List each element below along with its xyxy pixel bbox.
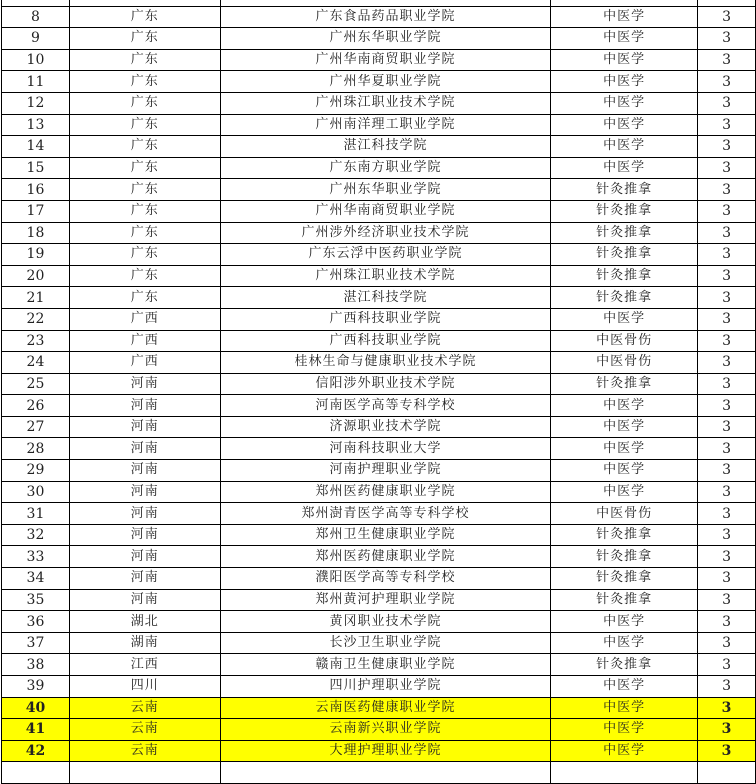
cell-province: 广东 (69, 157, 220, 179)
table-row (2, 676, 756, 698)
cell-major: 中医学 (551, 740, 698, 762)
cell-major: 中医骨伤 (551, 503, 698, 525)
cell-province: 河南 (69, 589, 220, 611)
cell-province: 广东 (69, 136, 220, 158)
cell-index: 16 (2, 179, 70, 201)
cell-school: 郑州澍青医学高等专科学校 (220, 503, 551, 525)
cell-major: 针灸推拿 (551, 373, 698, 395)
cell-index: 14 (2, 136, 70, 158)
cell-province: 广东 (69, 244, 220, 266)
cell-school: 四川护理职业学院 (220, 676, 551, 698)
cell-index: 36 (2, 611, 70, 633)
table-row (2, 460, 756, 482)
cell-years: 3 (698, 460, 756, 482)
cell-years: 3 (698, 28, 756, 50)
cell-years: 3 (698, 654, 756, 676)
cell-province: 河南 (69, 438, 220, 460)
table-row (2, 265, 756, 287)
cell-index: 21 (2, 287, 70, 309)
table-row (2, 395, 756, 417)
cell-years: 3 (698, 589, 756, 611)
table-row (2, 546, 756, 568)
cell-index: 23 (2, 330, 70, 352)
cell-index: 12 (2, 92, 70, 114)
cell-school: 广东食品药品职业学院 (220, 6, 551, 28)
cell-school: 桂林生命与健康职业技术学院 (220, 352, 551, 374)
table-row (2, 632, 756, 654)
cell-index: 38 (2, 654, 70, 676)
cell-province: 湖南 (69, 632, 220, 654)
school-table (1, 0, 756, 784)
cell-school: 信阳涉外职业技术学院 (220, 373, 551, 395)
cell-province: 广西 (69, 308, 220, 330)
cell-major: 中医学 (551, 136, 698, 158)
cell-major: 中医学 (551, 438, 698, 460)
cell-years: 3 (698, 49, 756, 71)
cell-index: 15 (2, 157, 70, 179)
cell-years (698, 762, 756, 784)
cell-major: 中医学 (551, 416, 698, 438)
cell-major: 针灸推拿 (551, 244, 698, 266)
table-row (2, 719, 756, 741)
cell-years: 3 (698, 287, 756, 309)
table-row (2, 762, 756, 784)
cell-major: 中医学 (551, 157, 698, 179)
table-row (2, 654, 756, 676)
cell-index: 31 (2, 503, 70, 525)
cell-school: 郑州医药健康职业学院 (220, 481, 551, 503)
cell-index: 32 (2, 524, 70, 546)
cell-index: 8 (2, 6, 70, 28)
table-row (2, 503, 756, 525)
cell-province: 江西 (69, 654, 220, 676)
cell-major: 中医骨伤 (551, 352, 698, 374)
cell-province: 广东 (69, 28, 220, 50)
cell-index: 10 (2, 49, 70, 71)
table-row (2, 481, 756, 503)
cell-school: 黄冈职业技术学院 (220, 611, 551, 633)
cell-province: 广东 (69, 179, 220, 201)
cell-school: 广东南方职业学院 (220, 157, 551, 179)
cell-province: 广西 (69, 352, 220, 374)
cell-province: 广东 (69, 6, 220, 28)
cell-major: 中医学 (551, 697, 698, 719)
cell-province: 四川 (69, 676, 220, 698)
cell-province: 河南 (69, 524, 220, 546)
cell-province: 广东 (69, 222, 220, 244)
cell-province: 河南 (69, 481, 220, 503)
cell-province: 广东 (69, 71, 220, 93)
cell-school: 长沙卫生职业学院 (220, 632, 551, 654)
cell-years: 3 (698, 157, 756, 179)
cell-major: 针灸推拿 (551, 200, 698, 222)
cell-index: 13 (2, 114, 70, 136)
cell-province: 云南 (69, 719, 220, 741)
cell-major: 针灸推拿 (551, 568, 698, 590)
table-row (2, 28, 756, 50)
table-row (2, 179, 756, 201)
cell-years: 3 (698, 416, 756, 438)
cell-index: 30 (2, 481, 70, 503)
cell-school: 大理护理职业学院 (220, 740, 551, 762)
cell-province: 湖北 (69, 611, 220, 633)
table-row (2, 611, 756, 633)
cell-school: 河南科技职业大学 (220, 438, 551, 460)
cell-province (69, 762, 220, 784)
cell-province: 广东 (69, 92, 220, 114)
cell-index: 39 (2, 676, 70, 698)
cell-school: 广州南洋理工职业学院 (220, 114, 551, 136)
cell-school: 广东云浮中医药职业学院 (220, 244, 551, 266)
cell-school: 广州东华职业学院 (220, 179, 551, 201)
cell-school: 云南新兴职业学院 (220, 719, 551, 741)
table-row (2, 438, 756, 460)
cell-index: 25 (2, 373, 70, 395)
cell-years: 3 (698, 352, 756, 374)
table-row (2, 200, 756, 222)
table-row (2, 222, 756, 244)
table-row (2, 114, 756, 136)
cell-index (2, 762, 70, 784)
cell-province: 河南 (69, 460, 220, 482)
cell-years: 3 (698, 395, 756, 417)
cell-years: 3 (698, 503, 756, 525)
cell-index: 18 (2, 222, 70, 244)
table-row (2, 71, 756, 93)
cell-major: 针灸推拿 (551, 524, 698, 546)
cell-index: 27 (2, 416, 70, 438)
table-row (2, 49, 756, 71)
cell-major: 中医学 (551, 676, 698, 698)
cell-index: 37 (2, 632, 70, 654)
table-row (2, 308, 756, 330)
table-row (2, 287, 756, 309)
cell-school: 湛江科技学院 (220, 287, 551, 309)
table-row (2, 697, 756, 719)
cell-major: 中医学 (551, 611, 698, 633)
cell-province: 广东 (69, 287, 220, 309)
cell-major: 针灸推拿 (551, 222, 698, 244)
table-row (2, 136, 756, 158)
cell-school: 广西科技职业学院 (220, 330, 551, 352)
cell-major: 中医学 (551, 71, 698, 93)
cell-index: 26 (2, 395, 70, 417)
cell-major (551, 762, 698, 784)
cell-school (220, 762, 551, 784)
cell-years: 3 (698, 740, 756, 762)
cell-years: 3 (698, 676, 756, 698)
cell-years: 3 (698, 92, 756, 114)
cell-province: 广东 (69, 265, 220, 287)
cell-major: 针灸推拿 (551, 179, 698, 201)
cell-major: 中医骨伤 (551, 330, 698, 352)
cell-index: 41 (2, 719, 70, 741)
cell-index: 17 (2, 200, 70, 222)
cell-years: 3 (698, 136, 756, 158)
cell-index: 24 (2, 352, 70, 374)
cell-major: 中医学 (551, 481, 698, 503)
cell-major: 针灸推拿 (551, 654, 698, 676)
cell-province: 河南 (69, 546, 220, 568)
cell-school: 赣南卫生健康职业学院 (220, 654, 551, 676)
cell-major: 中医学 (551, 49, 698, 71)
table-row (2, 352, 756, 374)
cell-years: 3 (698, 114, 756, 136)
cell-major: 中医学 (551, 460, 698, 482)
cell-years: 3 (698, 179, 756, 201)
cell-major: 中医学 (551, 28, 698, 50)
cell-index: 20 (2, 265, 70, 287)
cell-school: 河南医学高等专科学校 (220, 395, 551, 417)
cell-years: 3 (698, 481, 756, 503)
cell-school: 郑州医药健康职业学院 (220, 546, 551, 568)
cell-province: 河南 (69, 503, 220, 525)
cell-school: 广州华夏职业学院 (220, 71, 551, 93)
cell-school: 郑州黄河护理职业学院 (220, 589, 551, 611)
cell-index: 42 (2, 740, 70, 762)
cell-school: 云南医药健康职业学院 (220, 697, 551, 719)
cell-years: 3 (698, 611, 756, 633)
cell-school: 广州华南商贸职业学院 (220, 49, 551, 71)
cell-major: 中医学 (551, 719, 698, 741)
table-row (2, 92, 756, 114)
cell-province: 广西 (69, 330, 220, 352)
cell-major: 中医学 (551, 114, 698, 136)
cell-years: 3 (698, 568, 756, 590)
cell-province: 河南 (69, 395, 220, 417)
cell-index: 29 (2, 460, 70, 482)
cell-index: 40 (2, 697, 70, 719)
cell-province: 云南 (69, 697, 220, 719)
cell-years: 3 (698, 71, 756, 93)
cell-major: 中医学 (551, 632, 698, 654)
cell-major: 中医学 (551, 6, 698, 28)
table-row (2, 373, 756, 395)
cell-school: 广西科技职业学院 (220, 308, 551, 330)
cell-province: 河南 (69, 373, 220, 395)
table-row (2, 568, 756, 590)
table-row (2, 524, 756, 546)
cell-province: 河南 (69, 568, 220, 590)
table-row (2, 589, 756, 611)
cell-school: 河南护理职业学院 (220, 460, 551, 482)
cell-school: 湛江科技学院 (220, 136, 551, 158)
cell-years: 3 (698, 200, 756, 222)
cell-years: 3 (698, 265, 756, 287)
cell-major: 针灸推拿 (551, 287, 698, 309)
table-row (2, 416, 756, 438)
cell-index: 28 (2, 438, 70, 460)
cell-school: 济源职业技术学院 (220, 416, 551, 438)
cell-years: 3 (698, 6, 756, 28)
cell-school: 广州东华职业学院 (220, 28, 551, 50)
cell-index: 22 (2, 308, 70, 330)
cell-years: 3 (698, 632, 756, 654)
cell-province: 河南 (69, 416, 220, 438)
cell-years: 3 (698, 373, 756, 395)
cell-major: 中医学 (551, 92, 698, 114)
cell-index: 33 (2, 546, 70, 568)
cell-school: 广州珠江职业技术学院 (220, 265, 551, 287)
cell-years: 3 (698, 438, 756, 460)
table-row (2, 6, 756, 28)
cell-major: 中医学 (551, 308, 698, 330)
cell-major: 针灸推拿 (551, 589, 698, 611)
cell-index: 19 (2, 244, 70, 266)
cell-province: 广东 (69, 49, 220, 71)
cell-years: 3 (698, 697, 756, 719)
cell-province: 广东 (69, 114, 220, 136)
cell-major: 针灸推拿 (551, 546, 698, 568)
table-row (2, 330, 756, 352)
cell-school: 广州涉外经济职业技术学院 (220, 222, 551, 244)
cell-years: 3 (698, 244, 756, 266)
cell-province: 广东 (69, 200, 220, 222)
table-body (2, 0, 756, 783)
cell-index: 34 (2, 568, 70, 590)
table-row (2, 157, 756, 179)
cell-school: 广州珠江职业技术学院 (220, 92, 551, 114)
table-row (2, 740, 756, 762)
cell-index: 11 (2, 71, 70, 93)
cell-school: 广州华南商贸职业学院 (220, 200, 551, 222)
cell-school: 郑州卫生健康职业学院 (220, 524, 551, 546)
cell-years: 3 (698, 546, 756, 568)
cell-index: 9 (2, 28, 70, 50)
cell-years: 3 (698, 308, 756, 330)
cell-major: 针灸推拿 (551, 265, 698, 287)
cell-province: 云南 (69, 740, 220, 762)
cell-years: 3 (698, 524, 756, 546)
table-row (2, 244, 756, 266)
cell-major: 中医学 (551, 395, 698, 417)
cell-years: 3 (698, 330, 756, 352)
cell-years: 3 (698, 719, 756, 741)
cell-index: 35 (2, 589, 70, 611)
cell-school: 濮阳医学高等专科学校 (220, 568, 551, 590)
cell-years: 3 (698, 222, 756, 244)
